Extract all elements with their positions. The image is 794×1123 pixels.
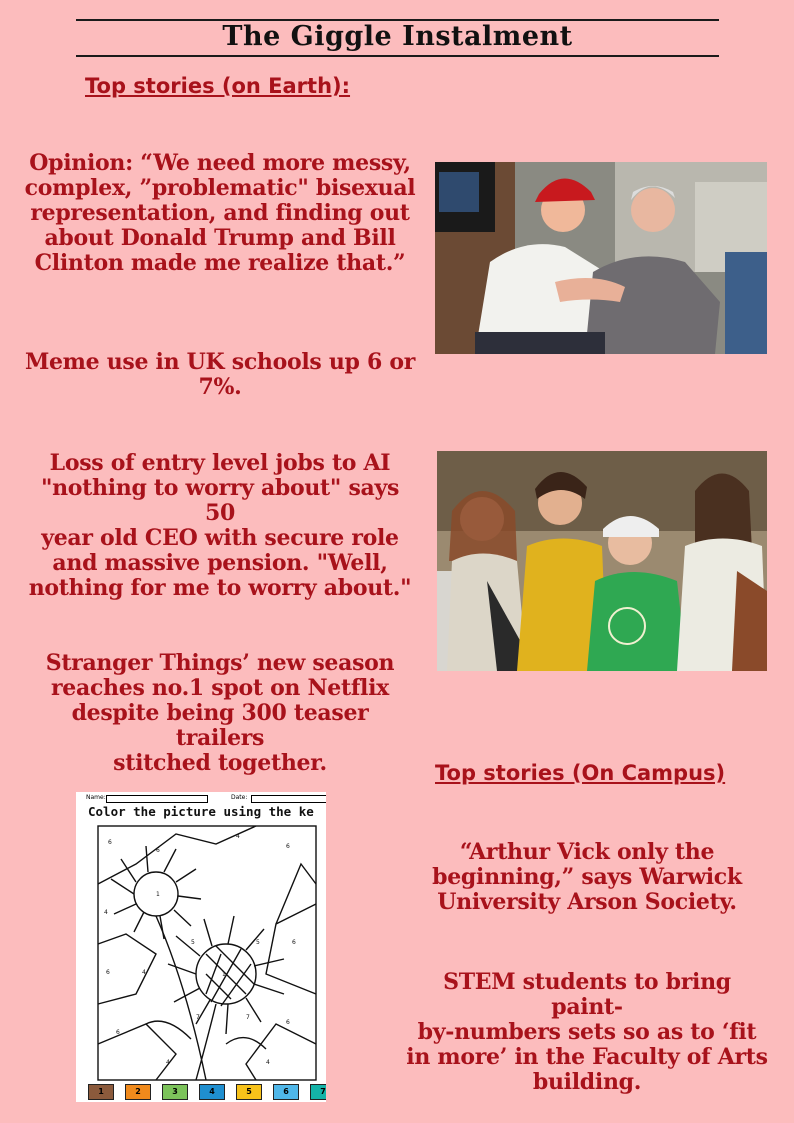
svg-text:6: 6 [286,1019,290,1026]
svg-text:6: 6 [156,847,160,854]
story-line: 7%. [198,374,242,400]
story-line: beginning,” says Warwick [432,864,742,890]
photo-two-men-stadium [435,162,767,354]
svg-text:7: 7 [196,1014,200,1021]
sunflower-line-art [96,824,318,1082]
coloring-sheet-image [76,792,326,1102]
story-line: building. [532,1069,642,1095]
svg-text:5: 5 [191,939,195,946]
color-key-swatch: 4 [199,1084,225,1100]
svg-text:6: 6 [108,839,112,846]
story-stem-paint-by-numbers [404,970,770,1095]
color-key-swatch: 2 [125,1084,151,1100]
story-line: stitched together. [113,750,327,776]
svg-text:6: 6 [286,843,290,850]
story-line: nothing for me to worry about." [28,575,412,601]
coloring-title: Color the picture using the ke [88,804,314,819]
story-line: Stranger Things’ new season [45,650,395,676]
story-arson-society [404,840,770,915]
story-line: representation, and finding out [30,200,410,226]
story-line: STEM students to bring paint- [443,969,731,1020]
svg-text:4: 4 [142,969,146,976]
color-key-swatch: 6 [273,1084,299,1100]
story-line: Meme use in UK schools up 6 or [24,349,416,375]
story-stranger-things [24,651,416,776]
coloring-date-label: Date: [231,794,248,801]
photo-stranger-things-cast-image [437,451,767,671]
svg-text:1: 1 [222,971,226,978]
color-key-swatch: 3 [162,1084,188,1100]
story-line: reaches no.1 spot on Netflix [51,675,389,701]
coloring-name-label: Name: [86,794,106,801]
story-line: Clinton made me realize that.” [34,250,406,276]
section-heading-earth: Top stories (on Earth): [85,74,351,98]
story-line: “Arthur Vick only the [459,839,715,865]
coloring-date-box [251,795,326,803]
coloring-name-box [106,795,208,803]
story-line: about Donald Trump and Bill [44,225,396,251]
photo-stranger-things-cast [437,451,767,671]
svg-text:4: 4 [104,909,108,916]
masthead-title: The Giggle Instalment [222,21,573,52]
svg-text:7: 7 [246,1014,250,1021]
photo-two-men-stadium-image [435,162,767,354]
svg-text:5: 5 [256,939,260,946]
story-line: Loss of entry level jobs to AI [49,450,391,476]
story-line: in more’ in the Faculty of Arts [406,1044,768,1070]
svg-text:6: 6 [292,939,296,946]
svg-text:1: 1 [156,891,160,898]
svg-text:4: 4 [236,833,240,840]
color-key-swatch: 5 [236,1084,262,1100]
story-line: despite being 300 teaser trailers [71,700,369,751]
svg-text:6: 6 [106,969,110,976]
story-line: by-numbers sets so as to ‘fit [417,1019,757,1045]
story-meme-use [24,350,416,400]
story-bisexual-representation [24,151,416,276]
story-line: complex, ”problematic" bisexual [24,175,416,201]
story-line: and massive pension. "Well, [52,550,388,576]
story-line: year old CEO with secure role [41,525,399,551]
svg-text:4: 4 [166,1059,170,1066]
svg-text:4: 4 [266,1059,270,1066]
color-key-swatch: 1 [88,1084,114,1100]
story-ai-jobs [24,451,416,601]
color-key-swatch: 7 [310,1084,326,1100]
story-line: University Arson Society. [437,889,737,915]
svg-text:6: 6 [116,1029,120,1036]
section-heading-campus: Top stories (On Campus) [435,761,726,785]
story-line: Opinion: “We need more messy, [29,150,411,176]
story-line: "nothing to worry about" says 50 [40,475,400,526]
masthead-bottom-rule [76,55,719,57]
